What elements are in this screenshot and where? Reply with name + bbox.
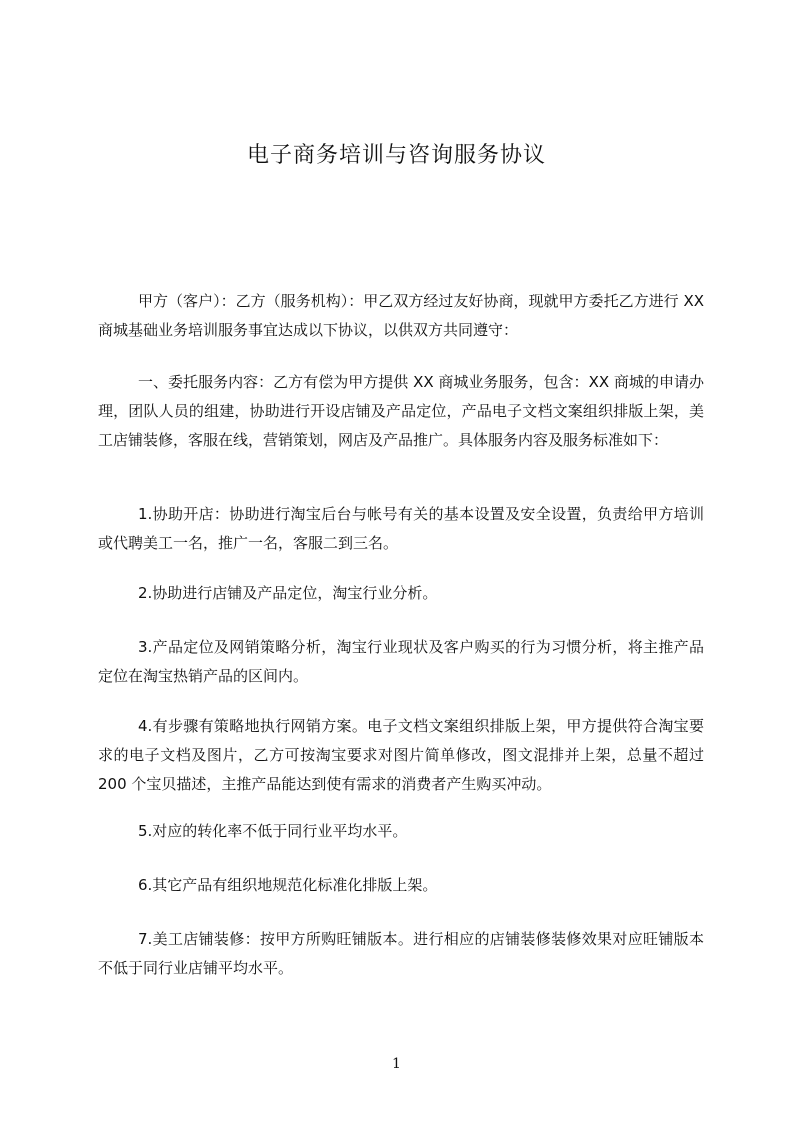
item-2-paragraph: 2.协助进行店铺及产品定位，淘宝行业分析。 <box>138 584 438 602</box>
item-6-paragraph: 6.其它产品有组织地规范化标准化排版上架。 <box>138 876 438 894</box>
section-1-paragraph: 一、委托服务内容：乙方有偿为甲方提供 XX 商城业务服务，包含：XX 商城的申请办理，团队人员的组建，协助进行开设店铺及产品定位，产品电子文档文案组织排版上架，美工店铺装修，客服在线，营销策划，网店及产品推广。具体服务内容及服务标准如下： <box>98 373 704 449</box>
page-number: 1 <box>392 1056 401 1072</box>
item-3-paragraph: 3.产品定位及网销策略分析，淘宝行业现状及客户购买的行为习惯分析，将主推产品定位在淘宝热销产品的区间内。 <box>98 638 704 685</box>
item-4-paragraph: 4.有步骤有策略地执行网销方案。电子文档文案组织排版上架，甲方提供符合淘宝要求的电子文档及图片，乙方可按淘宝要求对图片简单修改，图文混排并上架，总量不超过 200 个宝贝描述，主推产品能达到使有需求的消费者产生购买冲动。 <box>98 717 704 793</box>
intro-paragraph: 甲方（客户）：乙方（服务机构）：甲乙双方经过友好协商，现就甲方委托乙方进行 XX 商城基础业务培训服务事宜达成以下协议，以供双方共同遵守： <box>98 292 704 339</box>
item-5-paragraph: 5.对应的转化率不低于同行业平均水平。 <box>138 822 408 840</box>
item-1-paragraph: 1.协助开店：协助进行淘宝后台与帐号有关的基本设置及安全设置，负责给甲方培训或代聘美工一名，推广一名，客服二到三名。 <box>98 505 704 552</box>
document-title: 电子商务培训与咨询服务协议 <box>246 143 546 168</box>
item-7-paragraph: 7.美工店铺装修：按甲方所购旺铺版本。进行相应的店铺装修装修效果对应旺铺版本不低于同行业店铺平均水平。 <box>98 930 704 977</box>
